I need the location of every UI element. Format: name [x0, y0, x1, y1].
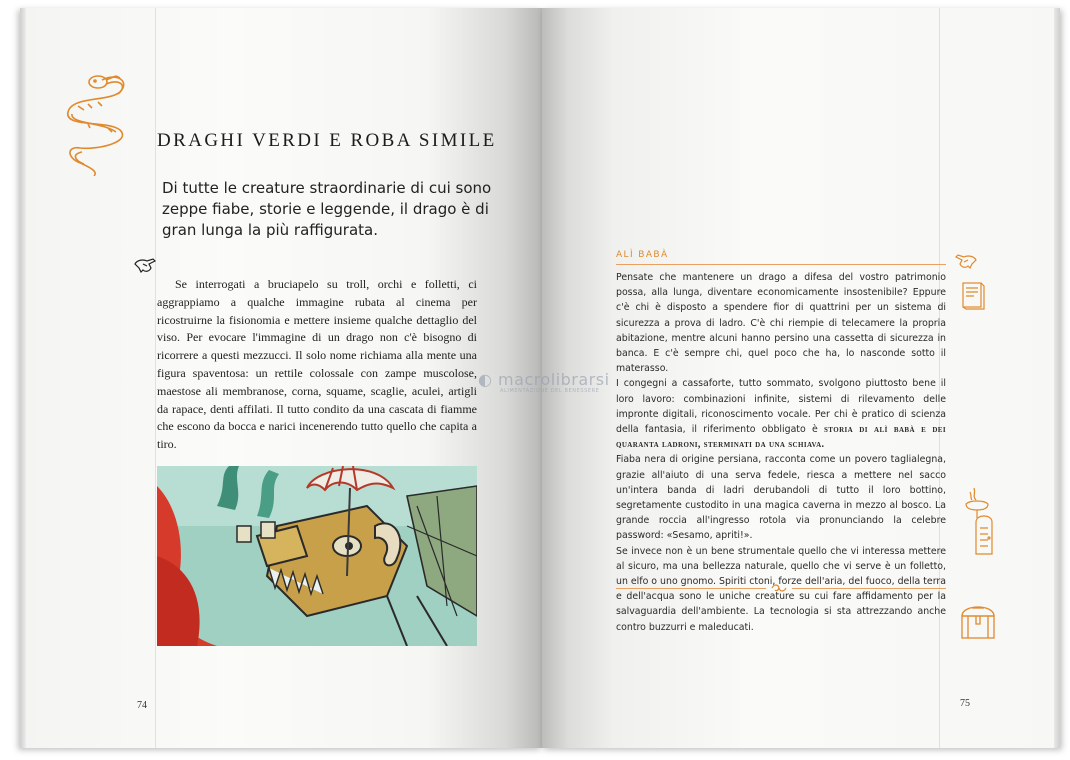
open-book	[20, 8, 1060, 748]
sidebar-bottom-rule-left	[616, 588, 766, 589]
door-icon	[972, 508, 998, 558]
sidebar-body	[616, 270, 946, 635]
story-title: storia di alì babà e dei quaranta ladroni, sterminati da una schiava.	[616, 424, 947, 451]
pointing-hand-icon	[952, 252, 978, 272]
coiled-snake-icon	[58, 66, 138, 176]
pointing-hand-icon	[133, 256, 157, 276]
left-page-number: 74	[137, 700, 147, 711]
sidebar-top-rule	[616, 264, 946, 265]
dragon-umbrella-illustration	[157, 466, 477, 646]
left-page-edge	[20, 8, 26, 748]
sidebar-paragraph-4: Se invece non è un bene strumentale quello che vi interessa mettere al sicuro, ma una bellezza naturale, quello che vi serve è un folletto, un elfo o uno gnomo. Spiriti ctoni, forze dell'aria, del fuoco, della terra e dell'acqua sono le uniche creature su cui fare affidamento per la salvaguardia dell'ambiente. La tecnologia si sta attrezzando anche contro buzzurri e maleducati.	[616, 545, 946, 633]
lead-paragraph: Di tutte le creature straordinarie di cui sono zeppe fiabe, storie e leggende, il drago è di gran lunga la più raffigurata.	[162, 179, 492, 239]
book-icon	[960, 280, 986, 310]
chapter-title: DRAGHI VERDI E ROBA SIMILE	[157, 130, 497, 151]
left-page	[20, 8, 542, 748]
sidebar-paragraph-2: I congegni a cassaforte, tutto sommato, svolgono piuttosto bene il loro lavoro: combinazioni infinite, sistemi di rilevamento delle impronte digitali, riconoscimento vocale. Per chi è pratico di scienza della fantasia, il riferimento obbligato è storia di alì babà e dei quaranta ladroni, sterminati da una schiava.	[616, 378, 947, 451]
flourish-icon	[770, 582, 788, 594]
watermark-logo: ◐ macrolibrarsi	[478, 370, 610, 389]
left-margin-line	[155, 8, 156, 748]
sidebar-paragraph-3: Fiaba nera di origine persiana, racconta come un povero taglialegna, grazie all'aiuto di una serva fedele, riesca a mettere nel sacco un'intera banda di ladri derubandoli di tutto il loro bottino, segretamente custodito in una magica caverna in mezzo al bosco. La grande roccia all'ingresso rotola via pronunciando la celebre password: «Sesamo, apriti!».	[616, 454, 946, 542]
right-page-number: 75	[960, 698, 970, 709]
sidebar-title: ALÌ BABÀ	[616, 250, 669, 260]
sidebar-paragraph-1: Pensate che mantenere un drago a difesa del vostro patrimonio possa, alla lunga, diventare economicamente insostenibile? Eppure c'è chi è disposto a spendere fior di quattrini per un sistema di sicurezza a prova di ladro. C'è chi riempie di telecamere la propria abitazione, mentre alcuni hanno persino una cassetta di sicurezza in banca. E c'è sempre chi, quel poco che ha, lo nasconde sotto il materasso.	[616, 272, 946, 375]
macrolibrarsi-watermark	[478, 370, 628, 410]
sidebar-bottom-rule-right	[792, 588, 946, 589]
treasure-chest-icon	[958, 600, 998, 642]
right-page-edge	[1054, 8, 1060, 748]
watermark-logo-mark: ◐	[478, 370, 499, 389]
watermark-tagline: ALIMENTAZIONE DEL BENESSERE	[500, 388, 600, 394]
left-body-text: Se interrogati a bruciapelo su troll, orchi e folletti, ci aggrappiamo a qualche immagine rubata al cinema per ricostruirne la fisionomia e mettere insieme qualche dettaglio del viso. Per evocare l'immagine di un drago non c'è bisogno di ricorrere a questi mezzucci. Il solo nome richiama alla mente una figura spaventosa: un rettile colossale con zampe muscolose, maestose ali membranose, corna, squame, scaglie, aculei, artigli da rapace, denti affilati. Il tutto condito da una cascata di fiamme che escono da bocca e narici incenerendo tutto quello che capita a tiro.	[157, 277, 477, 452]
